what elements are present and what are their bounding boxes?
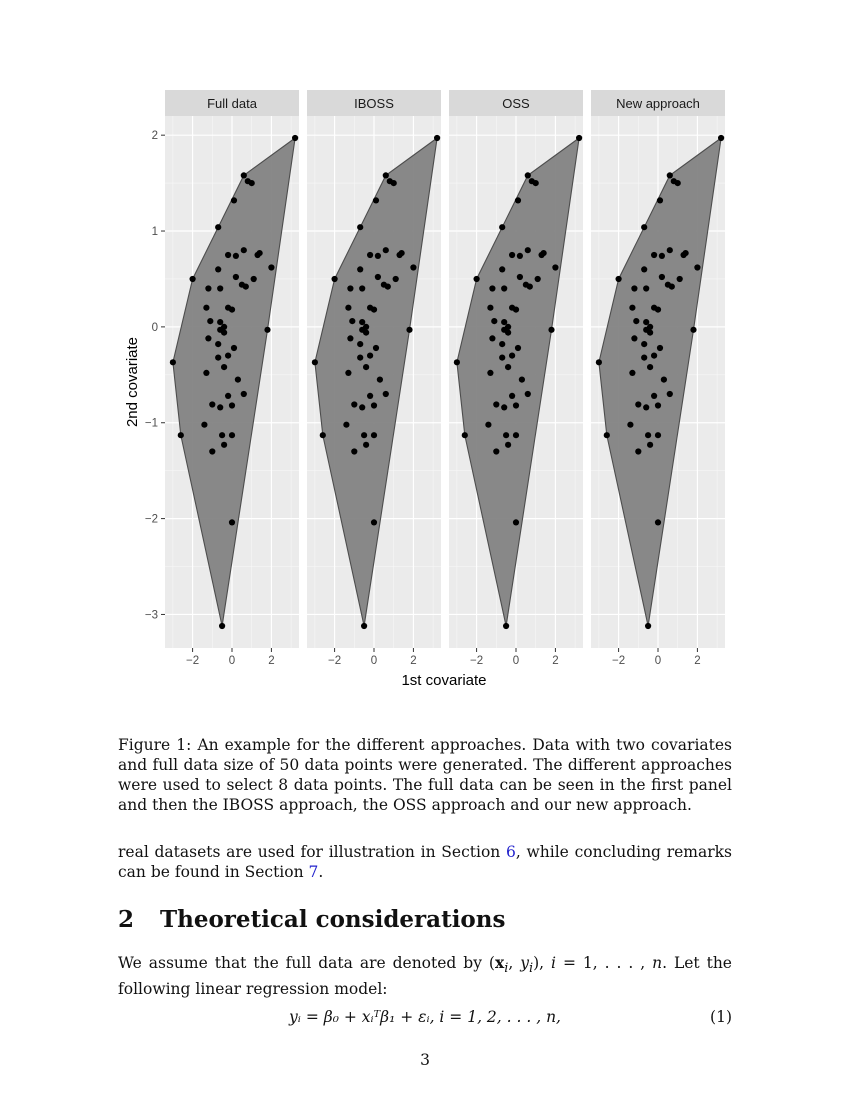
data-point — [359, 285, 365, 291]
data-point — [397, 252, 403, 258]
data-point — [385, 284, 391, 290]
data-point — [229, 519, 235, 525]
data-point — [629, 370, 635, 376]
data-point — [215, 355, 221, 361]
data-point — [215, 224, 221, 230]
section-number: 2 — [118, 906, 135, 933]
data-point — [178, 432, 184, 438]
x-tick-label: −2 — [612, 655, 626, 667]
data-point — [552, 264, 558, 270]
data-point — [410, 264, 416, 270]
data-point — [517, 274, 523, 280]
x-axis-title: 1st covariate — [401, 672, 487, 689]
data-point — [383, 391, 389, 397]
para1-text-b: , while concluding remarks can be found in Section — [118, 843, 732, 881]
x-tick-label: 0 — [512, 655, 520, 667]
paragraph-sections — [118, 842, 732, 882]
data-point — [243, 284, 249, 290]
x-tick-label: −2 — [328, 655, 342, 667]
data-point — [548, 327, 554, 333]
data-point — [363, 364, 369, 370]
data-point — [312, 359, 318, 365]
data-point — [351, 401, 357, 407]
facet-label: New approach — [616, 96, 700, 111]
data-point — [357, 355, 363, 361]
equation-body: yᵢ = β₀ + xᵢᵀβ₁ + εᵢ, i = 1, 2, . . . , n, — [289, 1008, 561, 1026]
x-tick-label: 0 — [228, 655, 236, 667]
data-point — [332, 276, 338, 282]
data-point — [225, 353, 231, 359]
data-point — [221, 364, 227, 370]
data-point — [241, 247, 247, 253]
x-tick-label: −2 — [470, 655, 484, 667]
data-point — [231, 197, 237, 203]
para2-text-b: ), — [533, 954, 552, 972]
data-point — [647, 364, 653, 370]
data-point — [643, 285, 649, 291]
section-6-link[interactable]: 6 — [505, 843, 516, 861]
data-point — [205, 335, 211, 341]
data-point — [343, 422, 349, 428]
data-point — [655, 402, 661, 408]
para1-text-a: real datasets are used for illustration in Section — [118, 843, 506, 861]
data-point — [221, 330, 227, 336]
data-point — [233, 253, 239, 259]
data-point — [659, 253, 665, 259]
data-point — [377, 377, 383, 383]
data-point — [627, 422, 633, 428]
data-point — [519, 377, 525, 383]
section-heading — [118, 906, 505, 933]
data-point — [505, 364, 511, 370]
caption-text: An example for the different approaches. Data with two covariates and full data size of 50 data points were generated. The different approaches were used to select 8 data points. The full data can be seen in the first panel and then the IBOSS approach, the OSS approach and our new approach. — [118, 736, 732, 814]
data-point — [268, 264, 274, 270]
data-point — [363, 330, 369, 336]
data-point — [375, 274, 381, 280]
data-point — [241, 172, 247, 178]
data-point — [371, 402, 377, 408]
data-point — [264, 327, 270, 333]
x-tick-label: 0 — [370, 655, 378, 667]
data-point — [203, 305, 209, 311]
data-point — [383, 172, 389, 178]
data-point — [525, 247, 531, 253]
data-point — [217, 319, 223, 325]
paragraph-model: We assume that the full data are denoted by ($x_i$, $y_i$), i = 1, . . . , n. Let the following linear regression model: — [118, 953, 732, 999]
data-point — [517, 253, 523, 259]
data-point — [493, 448, 499, 454]
data-point — [487, 305, 493, 311]
data-point — [485, 422, 491, 428]
data-point — [505, 330, 511, 336]
facet-label: IBOSS — [354, 96, 394, 111]
data-point — [647, 330, 653, 336]
para2-math-n: n — [652, 954, 663, 972]
x-tick-label: 2 — [552, 655, 559, 667]
data-point — [643, 319, 649, 325]
data-point — [215, 266, 221, 272]
data-point — [499, 355, 505, 361]
data-point — [667, 247, 673, 253]
data-point — [527, 284, 533, 290]
data-point — [659, 274, 665, 280]
data-point — [373, 197, 379, 203]
data-point — [209, 448, 215, 454]
section-title: Theoretical considerations — [160, 906, 506, 933]
data-point — [641, 224, 647, 230]
data-point — [499, 266, 505, 272]
data-point — [643, 404, 649, 410]
data-point — [371, 519, 377, 525]
data-point — [393, 276, 399, 282]
data-point — [371, 432, 377, 438]
data-point — [357, 224, 363, 230]
data-point — [629, 305, 635, 311]
data-point — [201, 422, 207, 428]
data-point — [501, 404, 507, 410]
data-point — [515, 197, 521, 203]
data-point — [255, 252, 261, 258]
data-point — [641, 355, 647, 361]
data-point — [357, 266, 363, 272]
y-axis-title: 2nd covariate — [124, 336, 141, 428]
data-point — [190, 276, 196, 282]
data-point — [515, 345, 521, 351]
data-point — [539, 252, 545, 258]
data-point — [509, 252, 515, 258]
data-point — [493, 401, 499, 407]
para2-math-x: x — [494, 953, 505, 972]
data-point — [525, 391, 531, 397]
data-point — [361, 623, 367, 629]
data-point — [645, 432, 651, 438]
data-point — [406, 327, 412, 333]
data-point — [345, 370, 351, 376]
data-point — [596, 359, 602, 365]
data-point — [503, 623, 509, 629]
data-point — [359, 404, 365, 410]
data-point — [487, 370, 493, 376]
facet-label: OSS — [502, 96, 530, 111]
data-point — [219, 432, 225, 438]
data-point — [367, 252, 373, 258]
data-point — [690, 327, 696, 333]
data-point — [203, 370, 209, 376]
data-point — [231, 345, 237, 351]
equation-number: (1) — [710, 1008, 732, 1026]
data-point — [675, 180, 681, 186]
data-point — [661, 377, 667, 383]
data-point — [635, 448, 641, 454]
data-point — [434, 135, 440, 141]
data-point — [229, 307, 235, 313]
data-point — [170, 359, 176, 365]
faceted-scatter-figure — [115, 85, 740, 695]
data-point — [217, 285, 223, 291]
para2-math-i: i — [551, 954, 557, 972]
data-point — [462, 432, 468, 438]
data-point — [631, 335, 637, 341]
data-point — [655, 307, 661, 313]
para2-text-c: = 1, . . . , — [556, 954, 653, 972]
data-point — [207, 318, 213, 324]
data-point — [509, 353, 515, 359]
section-7-link[interactable]: 7 — [308, 863, 319, 881]
data-point — [667, 172, 673, 178]
x-tick-label: 2 — [410, 655, 417, 667]
figure-caption — [118, 735, 732, 815]
data-point — [225, 393, 231, 399]
data-point — [491, 318, 497, 324]
data-point — [604, 432, 610, 438]
data-point — [657, 345, 663, 351]
data-point — [501, 285, 507, 291]
y-tick-label: −1 — [144, 417, 158, 430]
data-point — [513, 307, 519, 313]
x-tick-label: 0 — [654, 655, 662, 667]
data-point — [667, 391, 673, 397]
data-point — [641, 266, 647, 272]
data-point — [509, 393, 515, 399]
data-point — [489, 285, 495, 291]
data-point — [499, 341, 505, 347]
page-number: 3 — [420, 1051, 430, 1069]
data-point — [225, 252, 231, 258]
para2-text-a: We assume that the full data are denoted by ( — [118, 954, 495, 972]
data-point — [367, 353, 373, 359]
data-point — [647, 442, 653, 448]
data-point — [635, 401, 641, 407]
x-tick-label: 2 — [268, 655, 275, 667]
data-point — [535, 276, 541, 282]
data-point — [219, 623, 225, 629]
data-point — [217, 404, 223, 410]
y-tick-label: −3 — [144, 609, 158, 622]
data-point — [718, 135, 724, 141]
data-point — [677, 276, 683, 282]
data-point — [347, 285, 353, 291]
data-point — [694, 264, 700, 270]
data-point — [655, 432, 661, 438]
data-point — [209, 401, 215, 407]
data-point — [241, 391, 247, 397]
data-point — [345, 305, 351, 311]
x-tick-label: −2 — [186, 655, 200, 667]
data-point — [505, 442, 511, 448]
data-point — [373, 345, 379, 351]
data-point — [503, 432, 509, 438]
data-point — [221, 442, 227, 448]
data-point — [361, 432, 367, 438]
x-tick-label: 2 — [694, 655, 701, 667]
equation-1 — [118, 1008, 732, 1032]
data-point — [513, 519, 519, 525]
data-point — [320, 432, 326, 438]
data-point — [363, 442, 369, 448]
data-point — [229, 432, 235, 438]
data-point — [616, 276, 622, 282]
data-point — [375, 253, 381, 259]
data-point — [631, 285, 637, 291]
data-point — [651, 252, 657, 258]
y-tick-label: −2 — [144, 513, 158, 526]
data-point — [205, 285, 211, 291]
data-point — [501, 319, 507, 325]
data-point — [233, 274, 239, 280]
para2-text-d: . Let the following linear regression model: — [118, 954, 732, 999]
data-point — [651, 393, 657, 399]
data-point — [657, 197, 663, 203]
data-point — [513, 432, 519, 438]
data-point — [351, 448, 357, 454]
data-point — [651, 353, 657, 359]
y-tick-label: 1 — [151, 226, 158, 239]
data-point — [533, 180, 539, 186]
data-point — [391, 180, 397, 186]
data-point — [235, 377, 241, 383]
data-point — [347, 335, 353, 341]
data-point — [499, 224, 505, 230]
data-point — [371, 307, 377, 313]
caption-label: Figure 1: — [118, 736, 192, 754]
data-point — [229, 402, 235, 408]
data-point — [454, 359, 460, 365]
data-point — [474, 276, 480, 282]
y-tick-label: 0 — [151, 321, 158, 334]
y-tick-label: 2 — [151, 130, 158, 143]
data-point — [681, 252, 687, 258]
data-point — [641, 341, 647, 347]
data-point — [513, 402, 519, 408]
data-point — [525, 172, 531, 178]
data-point — [357, 341, 363, 347]
data-point — [292, 135, 298, 141]
data-point — [489, 335, 495, 341]
data-point — [349, 318, 355, 324]
data-point — [645, 623, 651, 629]
data-point — [249, 180, 255, 186]
para1-text-c: . — [318, 863, 324, 881]
data-point — [215, 341, 221, 347]
data-point — [655, 519, 661, 525]
data-point — [367, 393, 373, 399]
facet-label: Full data — [207, 96, 257, 111]
data-point — [633, 318, 639, 324]
data-point — [576, 135, 582, 141]
data-point — [251, 276, 257, 282]
data-point — [359, 319, 365, 325]
data-point — [669, 284, 675, 290]
data-point — [383, 247, 389, 253]
